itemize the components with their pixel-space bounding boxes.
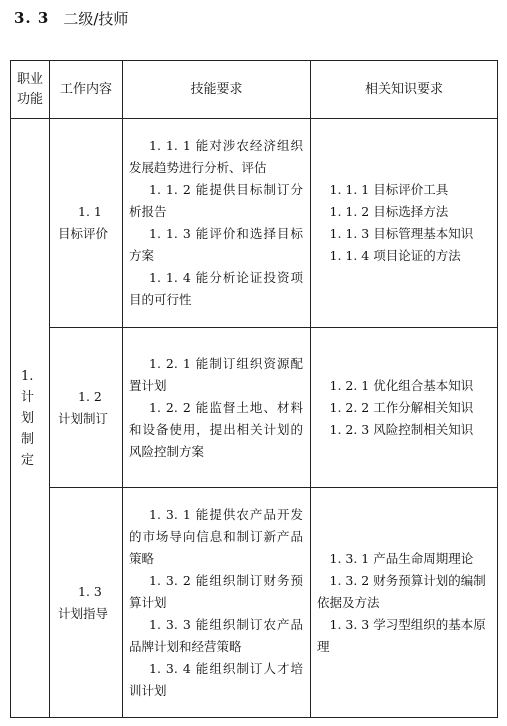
skill-cell — [123, 488, 311, 718]
skill-item: 1. 2. 1 能制订组织资源配置计划 — [129, 355, 303, 393]
knowledge-item: 1. 1. 2 目标选择方法 — [329, 204, 449, 219]
knowledge-item: 1. 3. 1 产品生命周期理论 — [329, 550, 474, 566]
header-function — [11, 61, 50, 119]
knowledge-item: 1. 3. 3 学习型组织的基本原理 — [317, 616, 486, 654]
table-row — [11, 488, 498, 718]
header-function-label: 职业 功能 — [16, 71, 43, 107]
content-label: 1. 1 目标评价 — [58, 204, 109, 241]
knowledge-item: 1. 1. 1 目标评价工具 — [329, 182, 449, 197]
header-skill: 技能要求 — [123, 61, 311, 119]
knowledge-item: 1. 2. 2 工作分解相关知识 — [329, 399, 474, 415]
content-label: 1. 2 计划制订 — [58, 388, 109, 426]
knowledge-item: 1. 2. 1 优化组合基本知识 — [329, 377, 474, 393]
content-cell — [50, 488, 123, 718]
knowledge-item: 1. 2. 3 风险控制相关知识 — [329, 421, 474, 437]
table-row — [11, 328, 498, 488]
skill-cell — [123, 328, 311, 488]
function-cell — [11, 119, 50, 718]
knowledge-cell — [311, 119, 498, 328]
skill-item: 1. 3. 2 能组织制订财务预算计划 — [129, 572, 303, 610]
skill-cell — [123, 119, 311, 328]
skill-item: 1. 1. 1 能对涉农经济组织发展趋势进行分析、评估 — [129, 138, 303, 175]
function-label: 1. 计 划 制 定 — [21, 368, 35, 468]
knowledge-cell — [311, 328, 498, 488]
knowledge-item: 1. 3. 2 财务预算计划的编制依据及方法 — [317, 572, 486, 610]
table-header-row — [11, 61, 498, 119]
skill-item: 1. 1. 4 能分析论证投资项目的可行性 — [129, 270, 303, 307]
skill-item: 1. 3. 3 能组织制订农产品品牌计划和经营策略 — [129, 616, 303, 654]
header-content: 工作内容 — [50, 61, 123, 119]
skill-item: 1. 1. 2 能提供目标制订分析报告 — [129, 182, 303, 219]
content-cell — [50, 328, 123, 488]
content-label: 1. 3 计划指导 — [58, 583, 109, 621]
section-number: 3. 3 — [14, 9, 50, 27]
skill-item: 1. 3. 4 能组织制订人才培训计划 — [129, 660, 303, 698]
table-row — [11, 119, 498, 328]
section-heading — [14, 6, 128, 30]
skill-item: 1. 1. 3 能评价和选择目标方案 — [129, 226, 303, 263]
knowledge-cell — [311, 488, 498, 718]
knowledge-item: 1. 1. 3 目标管理基本知识 — [329, 226, 474, 241]
skill-item: 1. 2. 2 能监督土地、材料和设备使用，提出相关计划的风险控制方案 — [129, 399, 303, 459]
content-cell — [50, 119, 123, 328]
requirements-table — [10, 60, 498, 718]
knowledge-item: 1. 1. 4 项目论证的方法 — [329, 248, 461, 263]
section-title: 二级/技师 — [63, 9, 129, 28]
skill-item: 1. 3. 1 能提供农产品开发的市场导向信息和制订新产品策略 — [129, 506, 303, 566]
header-knowledge: 相关知识要求 — [311, 61, 498, 119]
